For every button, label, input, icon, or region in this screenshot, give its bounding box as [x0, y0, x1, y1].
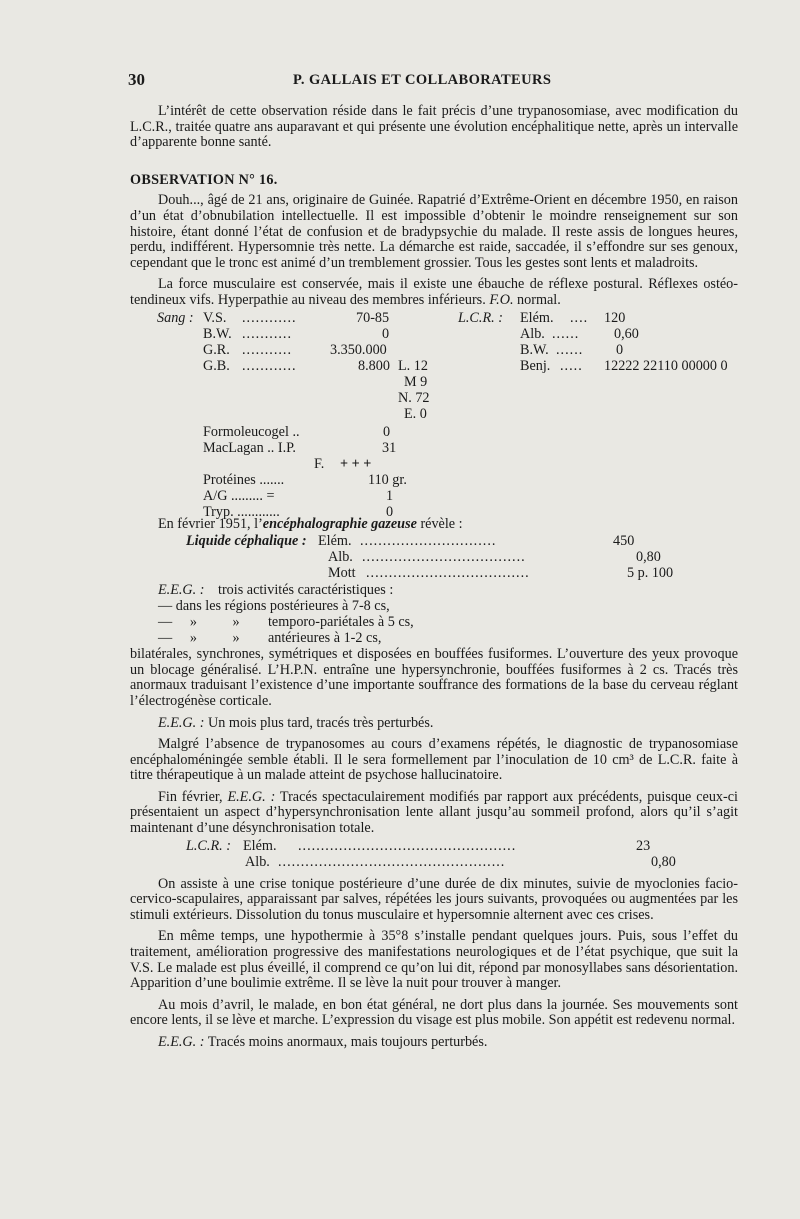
extra-row-value: 31 — [382, 439, 397, 456]
para6-start: Fin février, — [158, 788, 228, 805]
enceph-intro-end: révèle : — [416, 515, 463, 532]
sang-row-name: G.B. — [203, 357, 230, 374]
liquide-label: Liquide céphalique : — [186, 533, 307, 550]
eeg-line: — dans les régions postérieures à 7-8 cs, — [158, 598, 390, 615]
lcr2-row-value: 23 — [636, 837, 651, 854]
lab-results-block — [130, 309, 738, 520]
eeg-description-paragraph: bilatérales, synchrones, symétriques et disposées en bouffées fusiformes. L’ouverture des yeux provoque un blocage généralisé. L’H.P.N. entraîne une hypersynchronie, bouffées fusiformes à 2 cs. Tracés très anormaux traduisant l’existence d’une importante souffrance des formations de la base du cerveau réglant l’électrogénèse corticale. — [130, 646, 738, 709]
diagnosis-paragraph: Malgré l’absence de trypanosomes au cours d’examens répétés, le diagnostic de trypanosomiase encéphaloméningée semble établi. Il le sera formellement par l’inoculation de 10 cm³ de L.C.R. faite à titre thérapeutique à un malade atteint de psychose hallucinatoire. — [130, 736, 738, 784]
liquide-row-name: Elém. — [318, 533, 352, 550]
para6-label: E.E.G. : — [227, 788, 276, 805]
lcr-second-block — [130, 839, 738, 871]
lcr-row-name: Alb. — [520, 325, 545, 342]
lcr2-row-dots: ................................................ — [298, 837, 517, 854]
sang-row-dots: ............ — [242, 357, 297, 374]
eeg-line: — » » temporo-pariétales à 5 cs, — [158, 614, 414, 631]
enceph-intro-text: En février 1951, l’ — [158, 515, 263, 532]
fo-label: F.O. — [489, 291, 514, 308]
liquide-row-value: 0,80 — [636, 549, 661, 566]
eeg-label: E.E.G. : — [158, 582, 205, 599]
formula-entry: L. 12 — [398, 357, 428, 374]
extra-row-name: Formoleucogel .. — [203, 423, 300, 440]
hypothermia-paragraph: En même temps, une hypothermie à 35°8 s’installe pendant quelques jours. Puis, sous l’effet du traitement, amélioration progressive des manifestations neurologiques et de l’état psychique, que suit la V.S. Le malade est plus éveillé, il comprend ce qu’on lui dit, répond par monosyllabes sans désorientation. Apparition d’une boulimie extrême. Il se lève la nuit pour trouver à manger. — [130, 928, 738, 992]
extra-row-name: A/G ......... = — [203, 487, 275, 504]
page-body — [130, 104, 738, 1051]
lcr-row-dots: ...... — [556, 341, 584, 358]
extra-row-value: 0 — [386, 503, 394, 520]
lcr-row-dots: ..... — [560, 357, 583, 374]
liquide-row-value: 5 p. 100 — [627, 565, 674, 582]
lcr-row-value: 0,60 — [614, 325, 639, 342]
lcr-row-value: 12222 22110 00000 0 — [604, 357, 728, 374]
lcr-row-name: B.W. — [520, 341, 549, 358]
extra-row-name: MacLagan .. I.P. — [203, 439, 296, 456]
running-title: P. GALLAIS ET COLLABORATEURS — [293, 72, 552, 88]
sang-row-dots: ........... — [242, 325, 293, 342]
sang-row-value: 8.800 — [358, 357, 390, 374]
lcr-row-name: Elém. — [520, 309, 554, 326]
crisis-paragraph: On assiste à une crise tonique postérieure d’une durée de dix minutes, suivie de myoclonies facio-cervico-scapulaires, apparaissant par salves, répétées les jours suivants, provoquées ou augmentées par les stimuli extérieurs. Dissolution du tonus musculaire et hypersomnie alternent avec ces crises. — [130, 875, 738, 923]
extra-row-name: Tryp. ............ — [203, 503, 280, 520]
lcr-row-dots: ...... — [552, 325, 580, 342]
page-header — [128, 72, 738, 90]
sang-row-dots: ........... — [242, 341, 293, 358]
fo-result: normal. — [513, 291, 561, 308]
intro-paragraph: L’intérêt de cette observation réside dans le fait précis d’une trypanosomiase, avec modification du L.C.R., traitée quatre ans auparavant et qui présente une évolution encéphalitique nette, après un intervalle d’apparente bonne santé. — [130, 103, 738, 151]
lcr2-row-name: Alb. — [245, 853, 270, 870]
april-paragraph: Au mois d’avril, le malade, en bon état général, ne dort plus dans la journée. Ses mouvements sont encore lents, il se lève et marche. L’expression du visage est plus mobile. Son appétit est redevenu normal. — [130, 996, 738, 1029]
eeg-line: — » » antérieures à 1-2 cs, — [158, 630, 382, 647]
extra-row-value: 0 — [383, 423, 391, 440]
enceph-intro-term: encéphalographie gazeuse — [262, 515, 417, 532]
sang-label: Sang : — [157, 309, 194, 326]
para6-text: Tracés spectaculairement modifiés par rapport aux précédents, puisque ceux-ci présentaient un aspect d’hypersynchronisation lente allant jusqu’au sommeil profond, alors qu’il s’agit maintenant d’une désynchronisation totale. — [130, 788, 738, 837]
eeg2-label: E.E.G. : — [158, 714, 205, 731]
exam-text: La force musculaire est conservée, mais il existe une ébauche de réflexe postural. Réflexes ostéo-tendineux vifs. Hyperpathie au niveau des membres inférieurs. — [130, 276, 738, 308]
lcr2-row-dots: .................................................. — [278, 853, 506, 870]
eeg3-text: Tracés moins anormaux, mais toujours perturbés. — [204, 1034, 488, 1050]
liquide-row-name: Mott — [328, 565, 356, 582]
sang-row-name: V.S. — [203, 309, 227, 326]
liquide-row-name: Alb. — [328, 549, 353, 566]
liquide-row-value: 450 — [613, 533, 635, 550]
extra-row-name: F. — [314, 455, 325, 472]
eeg3-label: E.E.G. : — [158, 1034, 205, 1050]
lcr-row-name: Benj. — [520, 357, 551, 374]
lcr-row-dots: .... — [570, 309, 589, 326]
page-number: 30 — [128, 70, 145, 89]
lcr2-row-value: 0,80 — [651, 853, 676, 870]
formula-entry: N. 72 — [398, 389, 430, 406]
sang-row-value: 3.350.000 — [330, 341, 387, 358]
eeg2-text: Un mois plus tard, tracés très perturbés. — [204, 714, 434, 731]
sang-row-name: G.R. — [203, 341, 230, 358]
lcr-row-value: 120 — [604, 309, 626, 326]
extra-row-value: 1 — [386, 487, 394, 504]
extra-row-name: Protéines ....... — [203, 471, 285, 488]
eeg-second-paragraph — [130, 716, 738, 732]
lcr2-row-name: Elém. — [243, 837, 277, 854]
sang-row-dots: ............ — [242, 309, 297, 326]
liquide-row-dots: .................................... — [362, 549, 526, 566]
exam-paragraph — [130, 277, 738, 308]
eeg-intro: trois activités caractéristiques : — [218, 582, 394, 599]
eeg-first-block — [130, 583, 738, 647]
late-february-paragraph — [130, 790, 738, 837]
formula-entry: E. 0 — [404, 405, 427, 422]
case-history-paragraph: Douh..., âgé de 21 ans, originaire de Guinée. Rapatrié d’Extrême-Orient en décembre 1950, en raison d’un état d’obnubilation intellectuelle. Il est impossible d’obtenir le moindre renseignement sur son histoire, étant donné l’état de confusion et de bradypsychie du malade. Il reste assis de longues heures, perdu, indifférent. Hypersomnie très nette. La démarche est raide, saccadée, il s’effondre sur ses genoux, cependant que le tronc est animé d’un tremblement grossier. Tous les gestes sont lents et maladroits. — [130, 192, 738, 271]
extra-row-value: 110 gr. — [368, 471, 407, 488]
formula-entry: M 9 — [404, 373, 428, 390]
extra-row-value: + + + — [340, 455, 372, 472]
lcr-row-value: 0 — [616, 341, 624, 358]
sang-row-name: B.W. — [203, 325, 232, 342]
sang-row-value: 0 — [382, 325, 390, 342]
liquide-block — [130, 534, 738, 582]
sang-row-value: 70-85 — [356, 309, 390, 326]
observation-title: OBSERVATION N° 16. — [130, 171, 278, 188]
lcr2-label: L.C.R. : — [186, 837, 231, 854]
liquide-row-dots: .................................... — [366, 565, 530, 582]
lcr-label: L.C.R. : — [458, 309, 503, 326]
eeg-third-paragraph — [130, 1035, 738, 1051]
liquide-row-dots: .............................. — [360, 533, 497, 550]
